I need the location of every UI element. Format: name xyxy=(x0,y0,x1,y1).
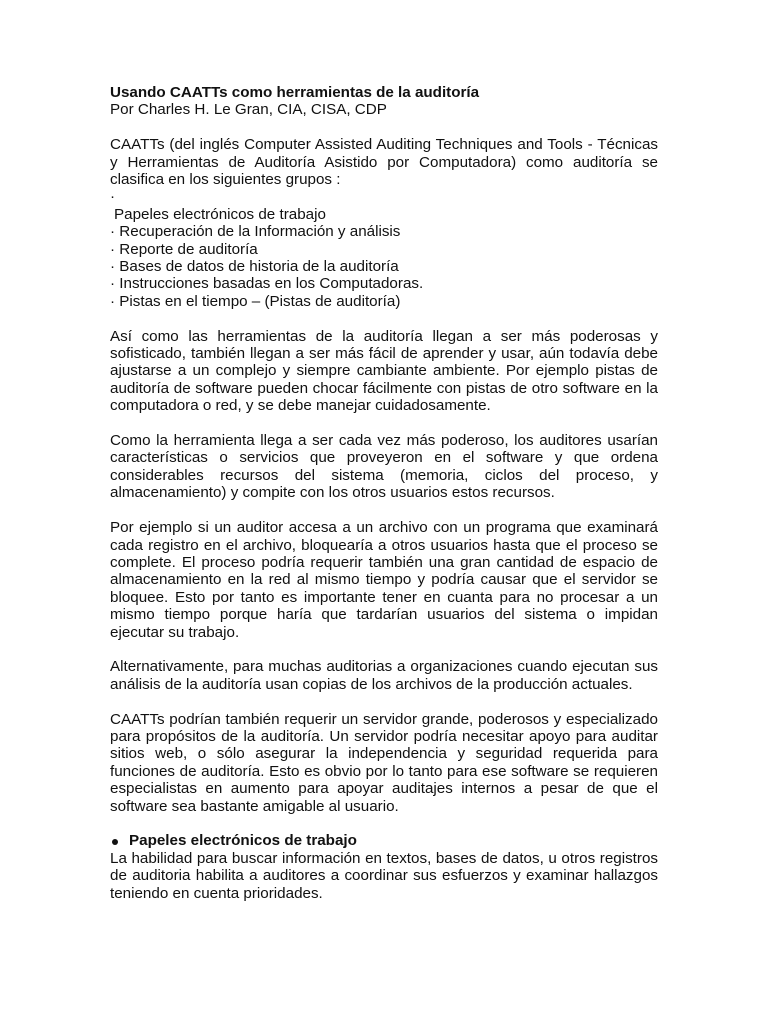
intro-paragraph: CAATTs (del inglés Computer Assisted Auditing Techniques and Tools - Técnicas y Herramientas de Auditoría Asistido por Computadora) como auditoría se clasifica en los siguientes grupos : xyxy=(110,136,658,189)
body-paragraph: CAATTs podrían también requerir un servidor grande, poderosos y especializado para propósitos de la auditoría. Un servidor podría necesitar apoyo para auditar sitios web, o sólo asegurar la independencia y seguridad requerida para funciones de auditoría. Esto es obvio por lo tanto para ese software se requieren especialistas en aumento para apoyar auditajes internos a pesar de que el software sea bastante amigable al usuario. xyxy=(110,710,658,815)
groups-list xyxy=(110,206,658,310)
list-item: Papeles electrónicos de trabajo xyxy=(114,205,326,223)
list-item: · Bases de datos de historia de la auditoría xyxy=(110,258,399,276)
list-item: · Pistas en el tiempo – (Pistas de auditoría) xyxy=(110,292,401,310)
document-title: Usando CAATTs como herramientas de la auditoría xyxy=(110,84,480,101)
body-paragraph: Por ejemplo si un auditor accesa a un archivo con un programa que examinará cada registro en el archivo, bloquearía a otros usuarios hasta que el proceso se complete. El proceso podría requerir también una gran cantidad de espacio de almacenamiento en la red al mismo tiempo y podría causar que el servidor se bloquee. Esto por tanto es importante tener en cuanta para no procesar a un mismo tiempo porque haría que tardarían usuarios del sistema o impidan ejecutar su trabajo. xyxy=(110,519,658,641)
list-item: · Instrucciones basadas en los Computadoras. xyxy=(110,275,424,293)
list-dot-line: · xyxy=(110,188,116,206)
document-byline: Por Charles H. Le Gran, CIA, CISA, CDP xyxy=(110,101,387,119)
section-heading-text: Papeles electrónicos de trabajo xyxy=(129,832,357,850)
document-page xyxy=(110,84,658,902)
section-heading xyxy=(110,832,658,849)
section-body-paragraph: La habilidad para buscar información en textos, bases de datos, u otros registros de auditoria habilita a auditores a coordinar sus esfuerzos y examinar hallazgos teniendo en cuenta prioridades. xyxy=(110,849,658,902)
bullet-icon xyxy=(112,839,118,845)
body-paragraph: Alternativamente, para muchas auditorias a organizaciones cuando ejecutan sus análisis de la auditoría usan copias de los archivos de la producción actuales. xyxy=(110,658,658,693)
body-paragraph: Así como las herramientas de la auditoría llegan a ser más poderosas y sofisticado, también llegan a ser más fácil de aprender y usar, aún todavía debe ajustarse a un complejo y siempre cambiante ambiente. Por ejemplo pistas de auditoría de software pueden chocar fácilmente con pistas de otro software en la computadora o red, y se debe manejar cuidadosamente. xyxy=(110,327,658,415)
body-paragraph: Como la herramienta llega a ser cada vez más poderoso, los auditores usarían características o servicios que proveyeron en el software y que ordena considerables recursos del sistema (memoria, ciclos del proceso, y almacenamiento) y compite con los otros usuarios estos recursos. xyxy=(110,432,658,502)
list-item: · Reporte de auditoría xyxy=(110,240,258,258)
list-item: · Recuperación de la Información y análisis xyxy=(110,223,401,241)
